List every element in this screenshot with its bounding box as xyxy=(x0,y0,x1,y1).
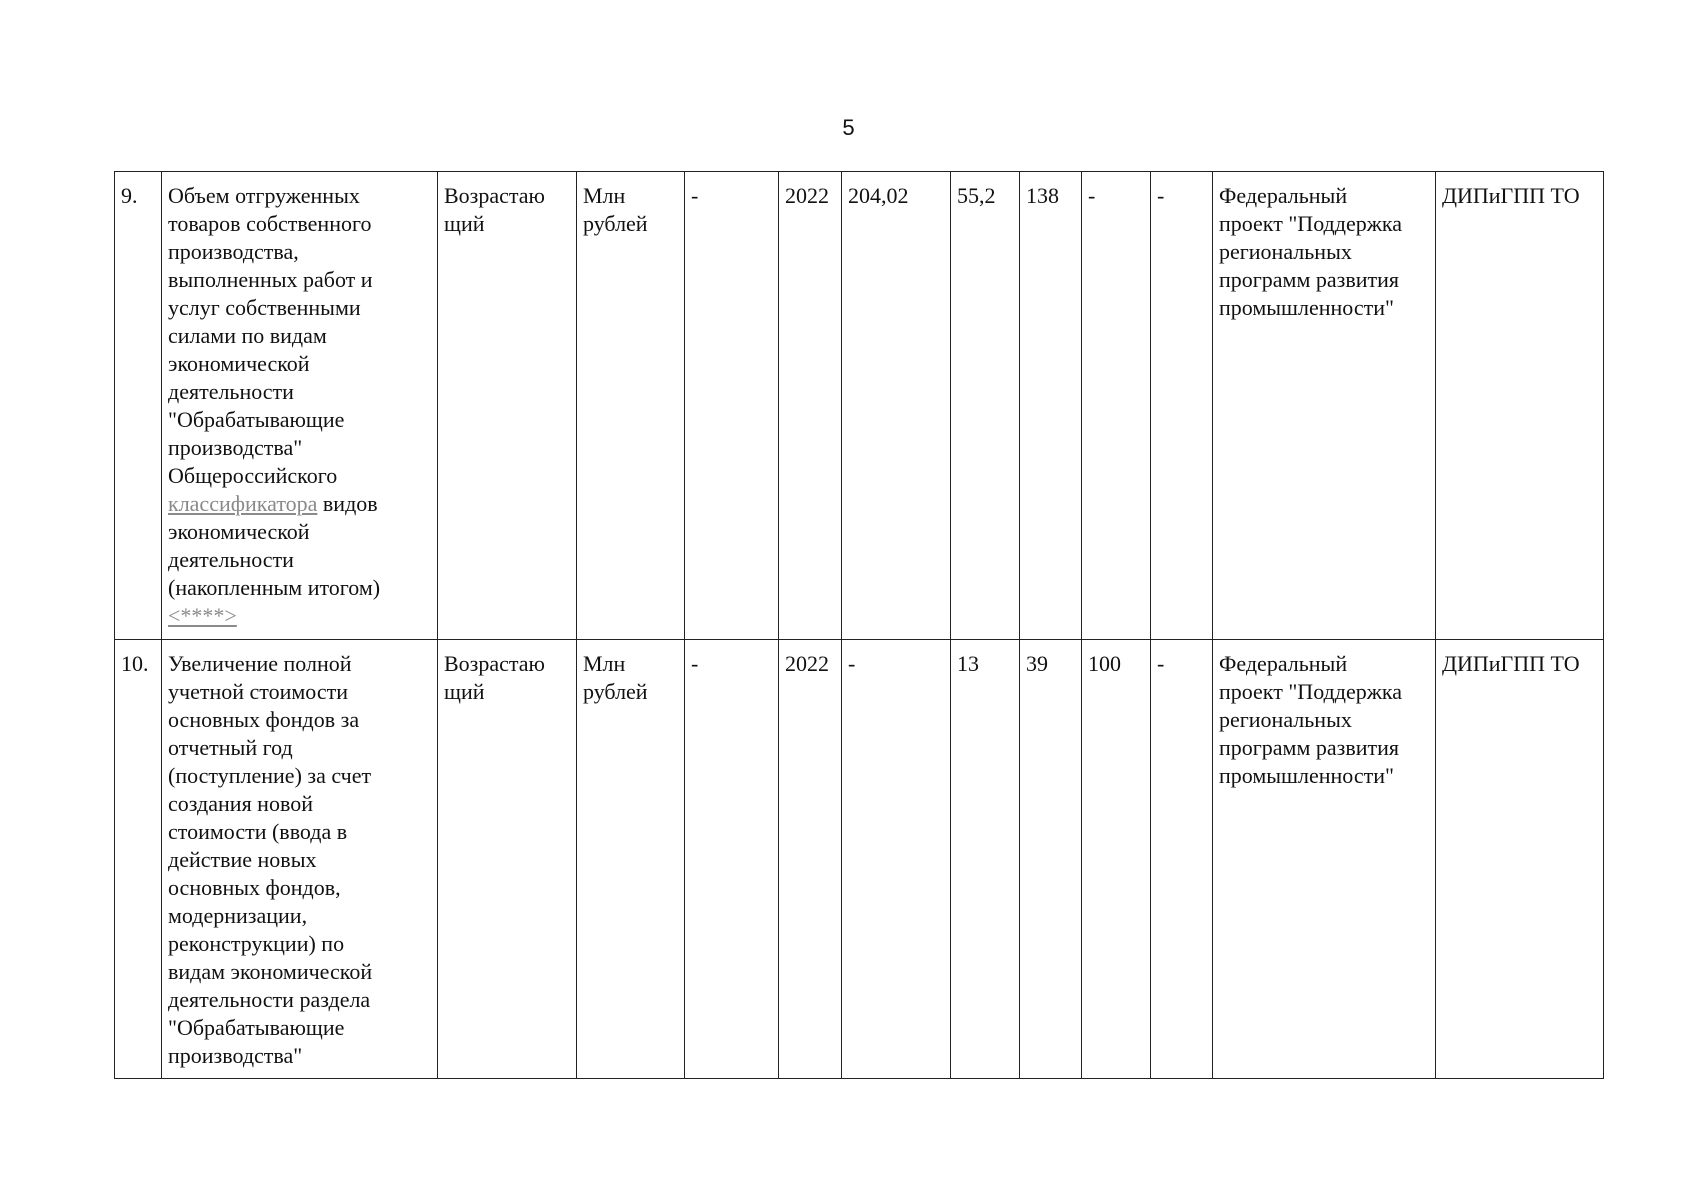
text-line: стоимости (ввода в xyxy=(168,819,348,844)
text-line: Млн xyxy=(583,651,626,676)
text-line: Объем отгруженных xyxy=(168,183,360,208)
value-cell: - xyxy=(1151,640,1213,1079)
text-line: создания новой xyxy=(168,791,313,816)
text-line: отчетный год xyxy=(168,735,293,760)
text-fragment: видов xyxy=(317,491,378,516)
table-row xyxy=(115,640,1604,1079)
text-line: рублей xyxy=(583,679,648,704)
text-line: производства, xyxy=(168,239,299,264)
indicator-name xyxy=(162,172,438,640)
value-cell: 39 xyxy=(1020,640,1082,1079)
table-row xyxy=(115,172,1604,640)
text-line: промышленности" xyxy=(1219,295,1394,320)
text-line: (накопленным итогом) xyxy=(168,575,381,600)
text-line: Федеральный xyxy=(1219,183,1348,208)
text-line: промышленности" xyxy=(1219,763,1394,788)
base-year-cell: 2022 xyxy=(779,172,842,640)
text-line: деятельности xyxy=(168,379,294,404)
text-line: Млн xyxy=(583,183,626,208)
text-line: "Обрабатывающие xyxy=(168,407,345,432)
text-line: производства" xyxy=(168,435,303,460)
classifier-link[interactable]: классификатора xyxy=(168,491,318,516)
text-line: услуг собственными xyxy=(168,295,361,320)
value-cell: 13 xyxy=(951,640,1020,1079)
footnote-link[interactable]: <****> xyxy=(168,603,237,628)
text-line: региональных xyxy=(1219,239,1352,264)
text-line: щий xyxy=(444,679,485,704)
text-line: щий xyxy=(444,211,485,236)
text-line: деятельности xyxy=(168,547,294,572)
text-line: рублей xyxy=(583,211,648,236)
unit-cell xyxy=(577,172,685,640)
project-cell xyxy=(1213,172,1436,640)
text-line: учетной стоимости xyxy=(168,679,348,704)
value-cell: 100 xyxy=(1082,640,1151,1079)
level-cell: - xyxy=(685,172,779,640)
value-cell: 138 xyxy=(1020,172,1082,640)
text-line: проект "Поддержка xyxy=(1219,679,1403,704)
level-cell: - xyxy=(685,640,779,1079)
page-number: 5 xyxy=(842,115,855,140)
text-line: экономической xyxy=(168,519,310,544)
responsible-cell: ДИПиГПП ТО xyxy=(1436,640,1604,1079)
text-line: силами по видам xyxy=(168,323,327,348)
trend-cell xyxy=(438,172,577,640)
text-line xyxy=(168,490,431,518)
text-line: экономической xyxy=(168,351,310,376)
text-line: Возрастаю xyxy=(444,651,545,676)
text-line: Увеличение полной xyxy=(168,651,352,676)
indicators-table xyxy=(114,171,1604,1079)
text-line: товаров собственного xyxy=(168,211,372,236)
value-cell: - xyxy=(1151,172,1213,640)
text-line: выполненных работ и xyxy=(168,267,373,292)
text-line: программ развития xyxy=(1219,267,1400,292)
text-line: региональных xyxy=(1219,707,1352,732)
trend-cell xyxy=(438,640,577,1079)
text-line: программ развития xyxy=(1219,735,1400,760)
text-line: Возрастаю xyxy=(444,183,545,208)
project-cell xyxy=(1213,640,1436,1079)
text-line: реконструкции) по xyxy=(168,931,345,956)
text-line: Общероссийского xyxy=(168,463,338,488)
text-line: проект "Поддержка xyxy=(1219,211,1403,236)
text-line: "Обрабатывающие xyxy=(168,1015,345,1040)
text-line: основных фондов, xyxy=(168,875,341,900)
indicator-name xyxy=(162,640,438,1079)
text-line: действие новых xyxy=(168,847,317,872)
value-cell: 55,2 xyxy=(951,172,1020,640)
text-line: (поступление) за счет xyxy=(168,763,372,788)
unit-cell xyxy=(577,640,685,1079)
text-line: модернизации, xyxy=(168,903,308,928)
text-line: Федеральный xyxy=(1219,651,1348,676)
base-value-cell: 204,02 xyxy=(842,172,951,640)
row-number: 10. xyxy=(115,640,162,1079)
row-number: 9. xyxy=(115,172,162,640)
text-line: основных фондов за xyxy=(168,707,360,732)
value-cell: - xyxy=(1082,172,1151,640)
text-line: видам экономической xyxy=(168,959,373,984)
text-line: производства" xyxy=(168,1043,303,1068)
text-line: деятельности раздела xyxy=(168,987,371,1012)
base-value-cell: - xyxy=(842,640,951,1079)
base-year-cell: 2022 xyxy=(779,640,842,1079)
responsible-cell: ДИПиГПП ТО xyxy=(1436,172,1604,640)
